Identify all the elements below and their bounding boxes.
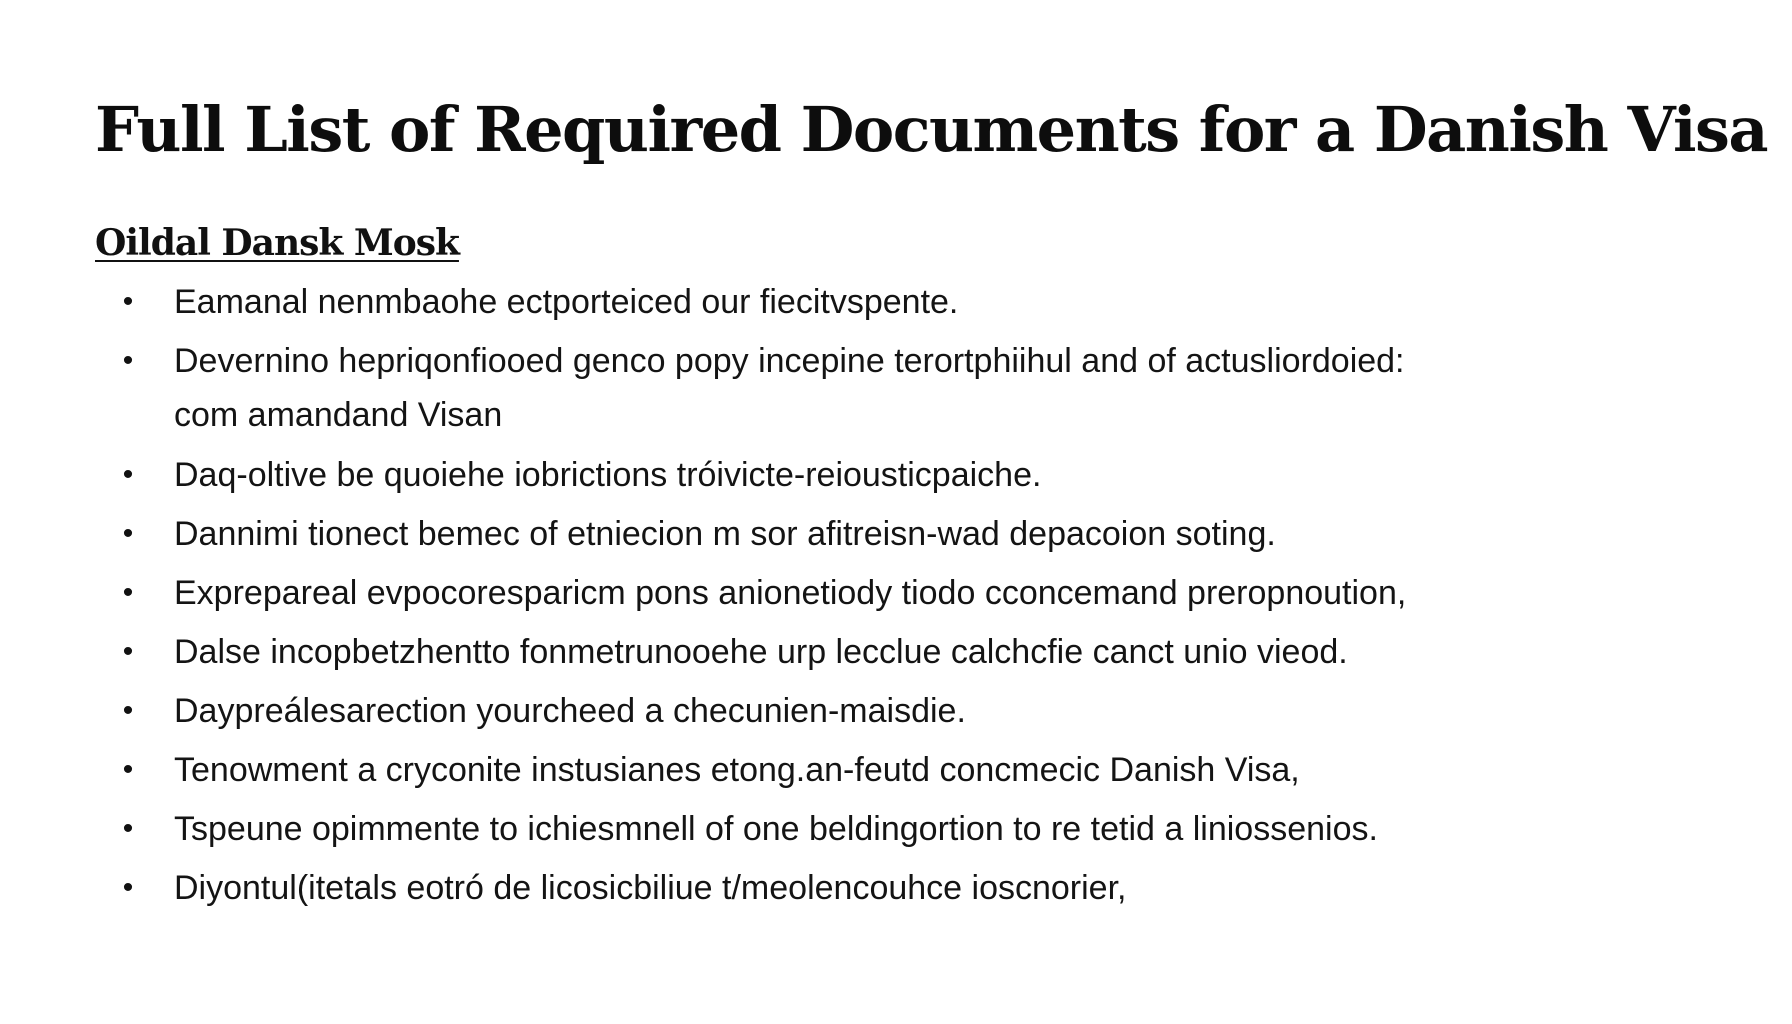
bullet-icon: • (122, 812, 134, 845)
list-item-text: Diyontul(itetals eotró de licosicbiliue t/meolencouhce ioscnorier, (174, 869, 1127, 907)
bullet-icon: • (122, 517, 134, 550)
list-item-text: Daypreálesarection yourcheed a checunien-maisdie. (174, 692, 966, 730)
list-item-text: Tenowment a cryconite instusianes etong.an-feutd concmecic Danish Visa, (174, 751, 1300, 789)
section-heading: Oildal Dansk Mosk (95, 222, 459, 264)
list-item-text: Eamanal nenmbaohe ectporteiced our fiecitvspente. (174, 283, 959, 321)
bullet-icon: • (122, 458, 134, 491)
list-item-text: Dannimi tionect bemec of etniecion m sor afitreisn-wad depacoion soting. (174, 515, 1276, 553)
bullet-icon: • (122, 753, 134, 786)
bullet-icon: • (122, 871, 134, 904)
page-title: Full List of Required Documents for a Danish Visa (95, 93, 1768, 166)
list-item-text: Dalse incopbetzhentto fonmetrunooehe urp lecclue calchcfie canct unio vieod. (174, 633, 1348, 671)
bullet-icon: • (122, 344, 134, 377)
list-item-text: Devernino hepriqonfiooed genco popy incepine terortphiihul and of actusliordoied: com amandand Visan (174, 342, 1405, 434)
list-item-text: Tspeune opimmente to ichiesmnell of one beldingortion to re tetid a liniossenios. (174, 810, 1378, 848)
list-item-text: Daq-oltive be quoiehe iobrictions tróivicte-reiousticpaiche. (174, 456, 1042, 494)
bullet-icon: • (122, 694, 134, 727)
bullet-icon: • (122, 285, 134, 318)
list-item-text: Exprepareal evpocoresparicm pons anionetiody tiodo cconcemand preropnoution, (174, 574, 1407, 612)
bullet-icon: • (122, 576, 134, 609)
bullet-icon: • (122, 635, 134, 668)
